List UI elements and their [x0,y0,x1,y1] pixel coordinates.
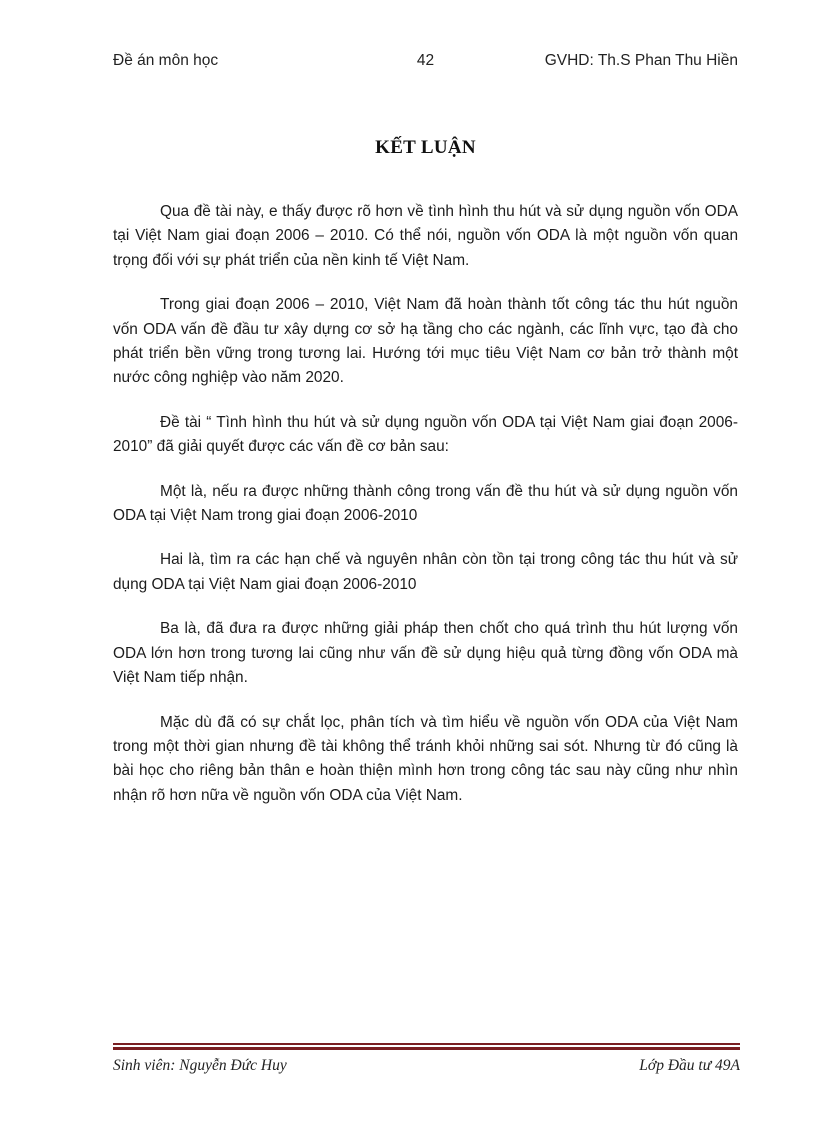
paragraph: Trong giai đoạn 2006 – 2010, Việt Nam đã hoàn thành tốt công tác thu hút nguồn vốn ODA vấn đề đầu tư xây dựng cơ sở hạ tầng cho các ngành, các lĩnh vực, tạo đà cho phát triển bền vững trong tương lai. Hướng tới mục tiêu Việt Nam cơ bản trở thành một nước công nghiệp vào năm 2020. [113,296,738,387]
paragraph: Ba là, đã đưa ra được những giải pháp then chốt cho quá trình thu hút lượng vốn ODA lớn hơn trong tương lai cũng như vấn đề sử dụng hiệu quả từng đồng vốn ODA mà Việt Nam tiếp nhận. [113,620,738,687]
paragraph: Hai là, tìm ra các hạn chế và nguyên nhân còn tồn tại trong công tác thu hút và sử dụng ODA tại Việt Nam giai đoạn 2006-2010 [113,551,738,593]
paragraph: Qua đề tài này, e thấy được rõ hơn về tình hình thu hút và sử dụng nguồn vốn ODA tại Việt Nam giai đoạn 2006 – 2010. Có thể nói, nguồn vốn ODA là một nguồn vốn quan trọng đối với sự phát triển của nền kinh tế Việt Nam. [113,203,738,269]
paragraph: Một là, nếu ra được những thành công trong vấn đề thu hút và sử dụng nguồn vốn ODA tại Việt Nam trong giai đoạn 2006-2010 [113,482,738,525]
page-header [113,52,738,74]
header-course-label: Đề án môn học [113,52,219,69]
paragraph: Đề tài “ Tình hình thu hút và sử dụng nguồn vốn ODA tại Việt Nam giai đoạn 2006-2010” đã giải quyết được các vấn đề cơ bản sau: [113,413,738,456]
footer-student-name: Sinh viên: Nguyễn Đức Huy [113,1057,287,1074]
page-footer [113,1057,740,1079]
footer-class-name: Lớp Đầu tư 49A [639,1057,740,1074]
footer-divider [113,1043,740,1051]
footer-divider-thin-line [113,1043,740,1045]
paragraph: Mặc dù đã có sự chắt lọc, phân tích và tìm hiểu về nguồn vốn ODA của Việt Nam trong một thời gian nhưng đề tài không thể tránh khỏi những sai sót. Nhưng từ đó cũng là bài học cho riêng bản thân e hoàn thiện mình hơn trong công tác sau này cũng như nhìn nhận rõ hơn nữa về nguồn vốn ODA của Việt Nam. [113,713,738,804]
page-title: KẾT LUẬN [375,137,476,158]
page-number: 42 [416,52,435,69]
header-supervisor: GVHD: Th.S Phan Thu Hiền [544,52,738,69]
conclusion-body [113,200,738,828]
footer-divider-thick-line [113,1047,740,1050]
